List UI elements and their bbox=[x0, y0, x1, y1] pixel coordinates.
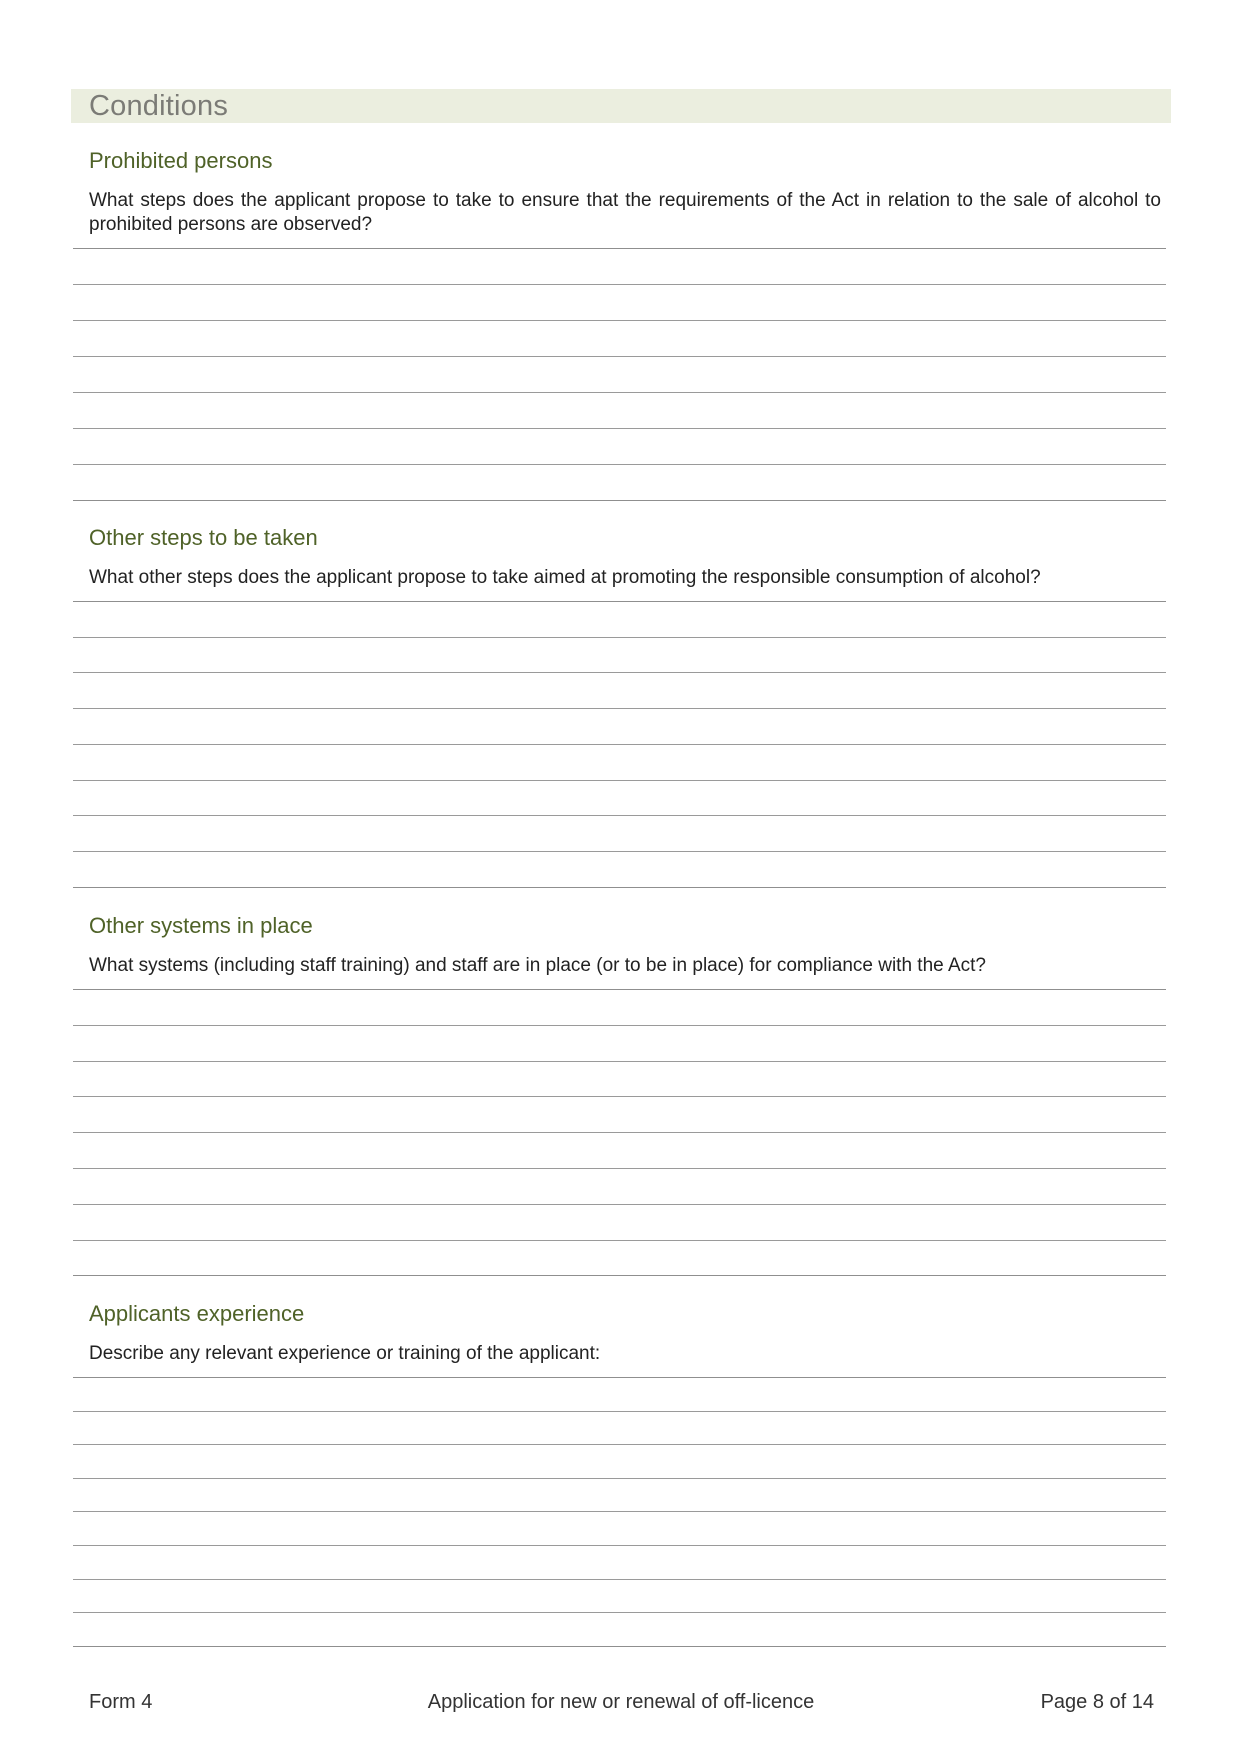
block-heading: Applicants experience bbox=[89, 1301, 305, 1326]
answer-line[interactable] bbox=[73, 1275, 1166, 1276]
block-question: What steps does the applicant propose to take to ensure that the requirements of the Act in relation to the sale of alcohol to prohibited persons are observed? bbox=[89, 190, 1161, 235]
answer-line[interactable] bbox=[73, 428, 1166, 429]
answer-area[interactable] bbox=[73, 249, 1166, 501]
answer-line[interactable] bbox=[73, 320, 1166, 321]
answer-line[interactable] bbox=[73, 672, 1166, 673]
answer-line[interactable] bbox=[73, 1411, 1166, 1412]
answer-area[interactable] bbox=[73, 990, 1166, 1276]
answer-line[interactable] bbox=[73, 1511, 1166, 1512]
answer-line[interactable] bbox=[73, 708, 1166, 709]
answer-area[interactable] bbox=[73, 1378, 1166, 1647]
answer-line[interactable] bbox=[73, 637, 1166, 638]
block-heading: Other systems in place bbox=[89, 913, 313, 938]
section-title: Conditions bbox=[89, 90, 229, 122]
answer-line[interactable] bbox=[73, 1444, 1166, 1445]
answer-line[interactable] bbox=[73, 284, 1166, 285]
answer-line[interactable] bbox=[73, 1132, 1166, 1133]
block-heading: Prohibited persons bbox=[89, 148, 273, 173]
answer-area[interactable] bbox=[73, 602, 1166, 888]
answer-line[interactable] bbox=[73, 464, 1166, 465]
answer-line[interactable] bbox=[73, 780, 1166, 781]
section-header-band bbox=[71, 89, 1171, 123]
answer-line[interactable] bbox=[73, 1204, 1166, 1205]
answer-line[interactable] bbox=[73, 1612, 1166, 1613]
answer-line[interactable] bbox=[73, 1061, 1166, 1062]
answer-line[interactable] bbox=[73, 1025, 1166, 1026]
answer-line[interactable] bbox=[73, 1096, 1166, 1097]
answer-line[interactable] bbox=[73, 500, 1166, 501]
answer-line[interactable] bbox=[73, 851, 1166, 852]
footer-page-number: Page 8 of 14 bbox=[1040, 1691, 1154, 1713]
block-question: What other steps does the applicant propose to take aimed at promoting the responsible consumption of alcohol? bbox=[89, 567, 1041, 588]
footer-document-title: Application for new or renewal of off-licence bbox=[427, 1691, 815, 1713]
answer-line[interactable] bbox=[73, 1168, 1166, 1169]
block-question: What systems (including staff training) and staff are in place (or to be in place) for compliance with the Act? bbox=[89, 955, 986, 976]
answer-line[interactable] bbox=[73, 1646, 1166, 1647]
answer-line[interactable] bbox=[73, 356, 1166, 357]
answer-line[interactable] bbox=[73, 1478, 1166, 1479]
answer-line[interactable] bbox=[73, 815, 1166, 816]
answer-line[interactable] bbox=[73, 1579, 1166, 1580]
answer-line[interactable] bbox=[73, 744, 1166, 745]
footer-form-number: Form 4 bbox=[89, 1691, 153, 1713]
block-heading: Other steps to be taken bbox=[89, 525, 318, 550]
block-question: Describe any relevant experience or training of the applicant: bbox=[89, 1343, 601, 1364]
answer-line[interactable] bbox=[73, 1240, 1166, 1241]
answer-line[interactable] bbox=[73, 887, 1166, 888]
answer-line[interactable] bbox=[73, 1545, 1166, 1546]
answer-line[interactable] bbox=[73, 392, 1166, 393]
